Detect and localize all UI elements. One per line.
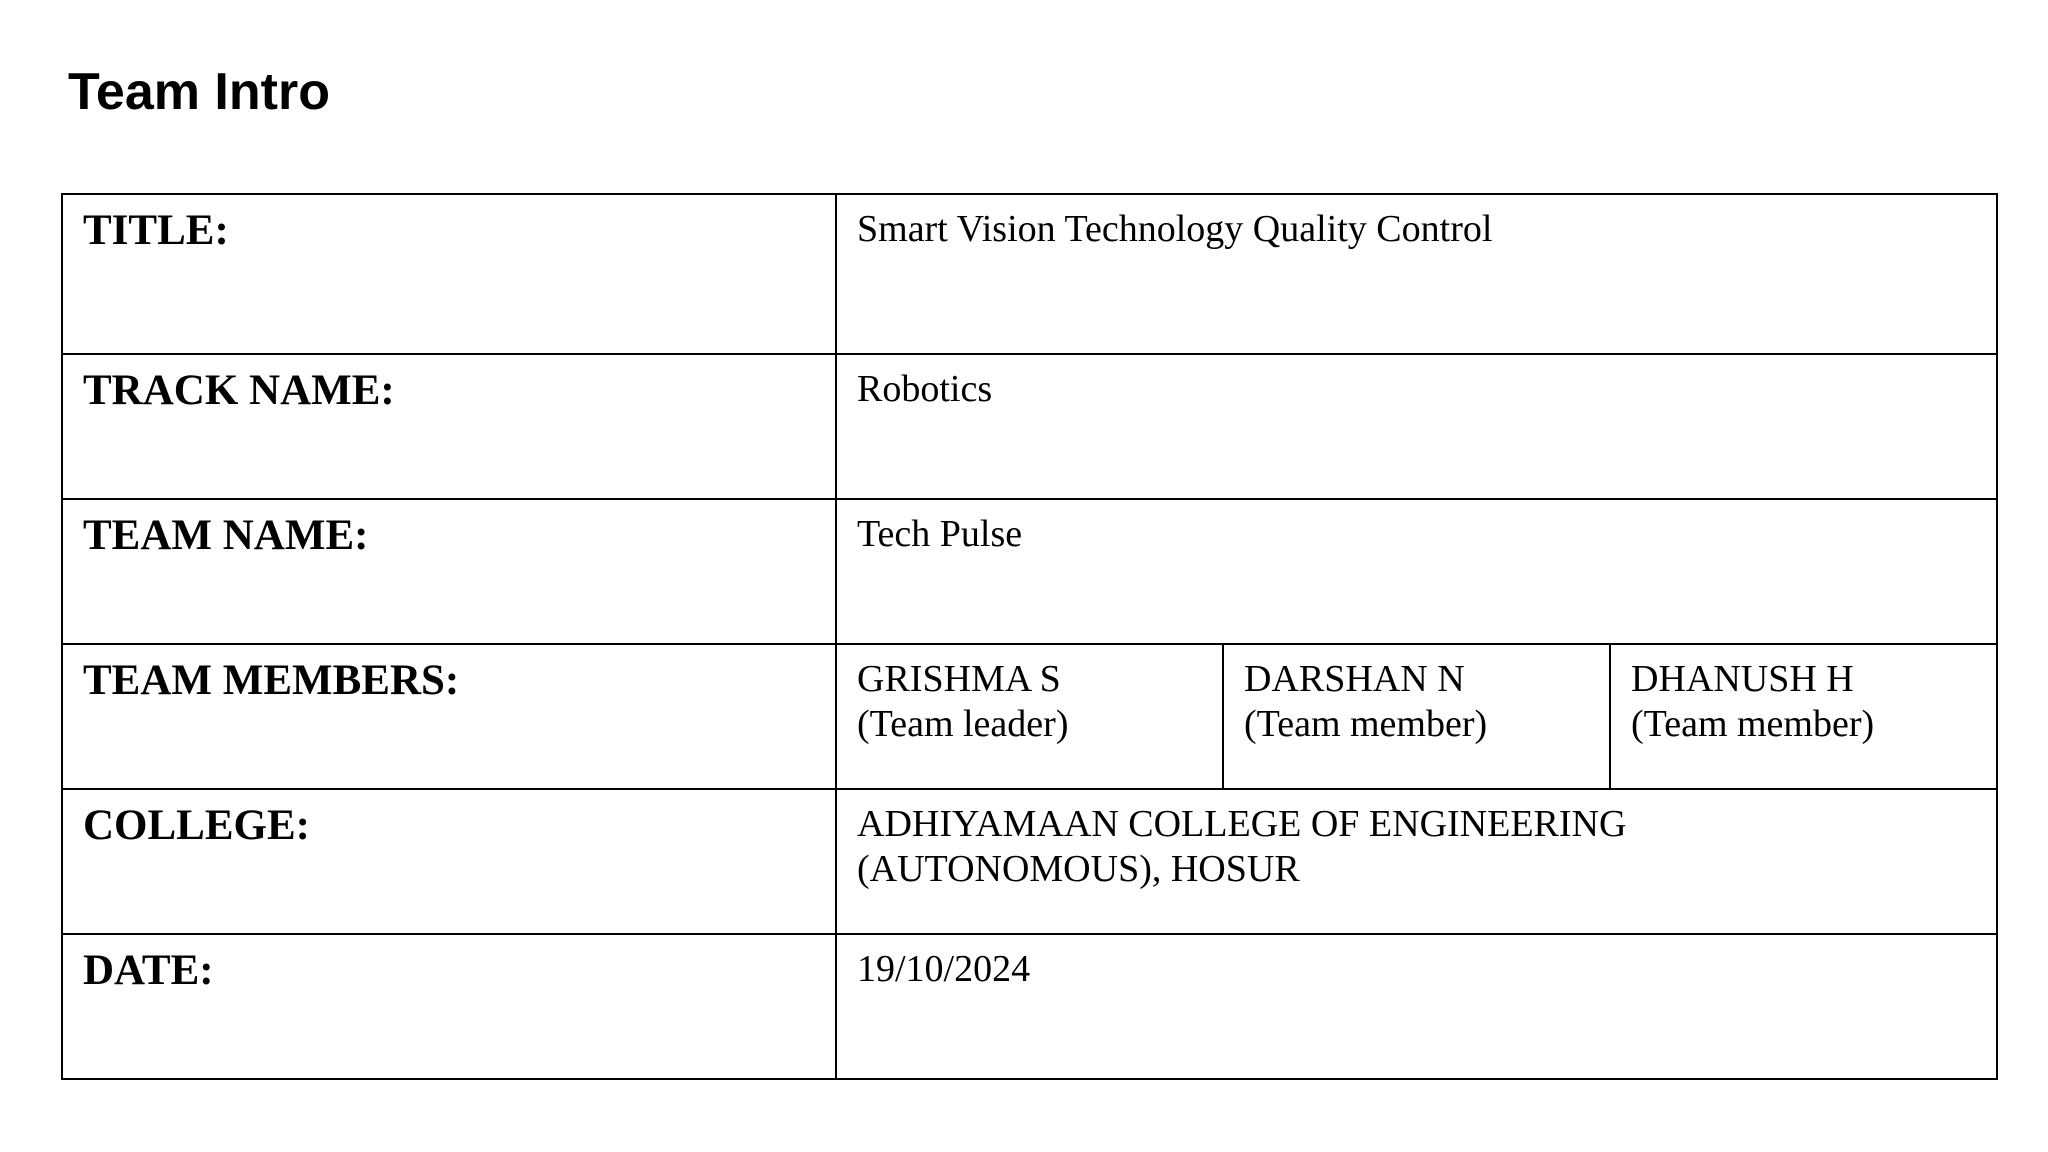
title-label: TITLE:: [62, 194, 836, 354]
member-name: DARSHAN N: [1244, 658, 1465, 700]
date-value: 19/10/2024: [836, 934, 1997, 1079]
team-member-cell: [1223, 644, 1610, 789]
table-row-team-name: [62, 499, 1997, 644]
page-title: Team Intro: [68, 63, 330, 121]
team-name-label: TEAM NAME:: [62, 499, 836, 644]
table-row-date: [62, 934, 1997, 1079]
table-row-track: [62, 354, 1997, 499]
table-row-team-members: [62, 644, 1997, 789]
team-member-cell: [1610, 644, 1997, 789]
title-value: Smart Vision Technology Quality Control: [836, 194, 1997, 354]
team-name-value: Tech Pulse: [836, 499, 1997, 644]
team-member-cell: [836, 644, 1223, 789]
college-line-2: (AUTONOMOUS), HOSUR: [857, 848, 1300, 890]
date-label: DATE:: [62, 934, 836, 1079]
college-value: [836, 789, 1997, 934]
member-role: (Team member): [1631, 703, 1875, 745]
member-role: (Team member): [1244, 703, 1488, 745]
college-label: COLLEGE:: [62, 789, 836, 934]
member-role: (Team leader): [857, 703, 1069, 745]
track-name-label: TRACK NAME:: [62, 354, 836, 499]
team-members-label: TEAM MEMBERS:: [62, 644, 836, 789]
member-name: DHANUSH H: [1631, 658, 1854, 700]
college-line-1: ADHIYAMAAN COLLEGE OF ENGINEERING: [857, 803, 1627, 845]
track-name-value: Robotics: [836, 354, 1997, 499]
member-name: GRISHMA S: [857, 658, 1061, 700]
team-intro-table: [61, 193, 1998, 1080]
table-row-college: [62, 789, 1997, 934]
table-row-title: [62, 194, 1997, 354]
